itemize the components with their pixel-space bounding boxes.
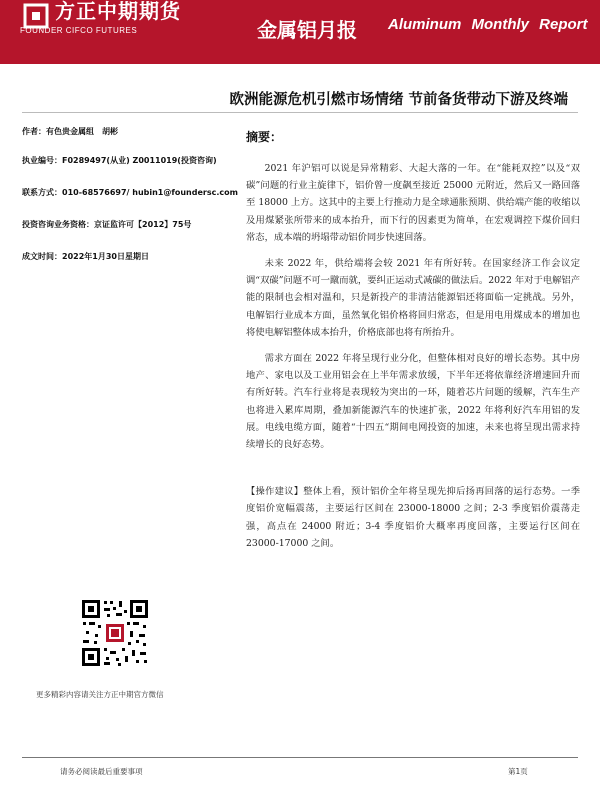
abstract-body (246, 160, 580, 561)
abstract-paragraph: 2021 年沪铝可以说是异常精彩、大起大落的一年。在“能耗双控”以及“双碳”问题的行业主旋律下，铝价曾一度飙至接近 25000 元附近，然后又一路回落至 18000 上方。这其中的主要上行推动力是全球通胀预期、供给端产能的收缩以及用煤紧张所带来的成本抬升，而下行的因素更为简单，在宏观调控下煤价回归常态，成本端的坍塌带动铝价同步快速回落。 (246, 163, 580, 243)
report-type-en: Aluminum Monthly Report (388, 16, 588, 33)
footer-disclaimer-note: 请务必阅读最后重要事项 (60, 767, 143, 776)
abstract-heading: 摘要： (246, 130, 283, 144)
license-line: 执业编号：F0289497(从业) Z0011019(投资咨询) (22, 156, 217, 165)
title-divider (22, 112, 578, 113)
company-name-en: FOUNDER CIFCO FUTURES (20, 26, 138, 35)
qr-caption: 更多精彩内容请关注方正中期官方微信 (36, 690, 164, 699)
contact-line: 联系方式：010-68576697/ hubin1@foundersc.com (22, 188, 238, 197)
abstract-paragraph: 未来 2022 年，供给端将会较 2021 年有所好转。在国家经济工作会议定调“双碳”问题不可一蹴而就，要纠正运动式减碳的做法后。2022 年对于电解铝产能的限制也会相对温和，只是新投产的非清洁能源铝还将面临一定挑战。另外，电解铝行业成本方面，虽然氧化铝价格将回归常态，但是用电用煤成本的增加也将使电解铝整体成本抬升，价格底部也将有所抬升。 (246, 258, 580, 338)
report-type-cn: 金属铝月报 (257, 18, 357, 42)
abstract-paragraph: 需求方面在 2022 年将呈现行业分化，但整体相对良好的增长态势。其中房地产、家电以及工业用铝会在上半年需求放缓，下半年还将依靠经济增速回升而有所好转。汽车行业将是表现较为突出的一环，随着芯片问题的缓解，汽车生产也将进入累库周期，叠加新能源汽车的快速扩张，2022 年将利好汽车用铝的发展。电线电缆方面，随着“十四五“期间电网投资的加速，未来也将呈现出需求持续增长的良好态势。 (246, 353, 580, 451)
qualification-line: 投资咨询业务资格：京证监许可【2012】75号 (22, 220, 192, 229)
author-line: 作者：有色贵金属组 胡彬 (22, 127, 118, 136)
report-header (0, 0, 600, 64)
footer-divider (22, 757, 578, 758)
wechat-qr-code-icon (80, 598, 150, 668)
report-title: 欧洲能源危机引燃市场情绪 节前备货带动下游及终端 (229, 92, 568, 108)
company-name: 方正中期期货 (55, 0, 181, 23)
date-line: 成文时间：2022年1月30日星期日 (22, 252, 149, 261)
page-number: 第1页 (508, 767, 528, 776)
operation-advice: 【操作建议】整体上看，预计铝价全年将呈现先抑后扬再回落的运行态势。一季度铝价宽幅震荡，主要运行区间在 23000-18000 之间；2-3 季度铝价震荡走强，高点在 24000 附近；3-4 季度铝价大概率再度回落，主要运行区间在 23000-17000 之间。 (246, 486, 580, 549)
